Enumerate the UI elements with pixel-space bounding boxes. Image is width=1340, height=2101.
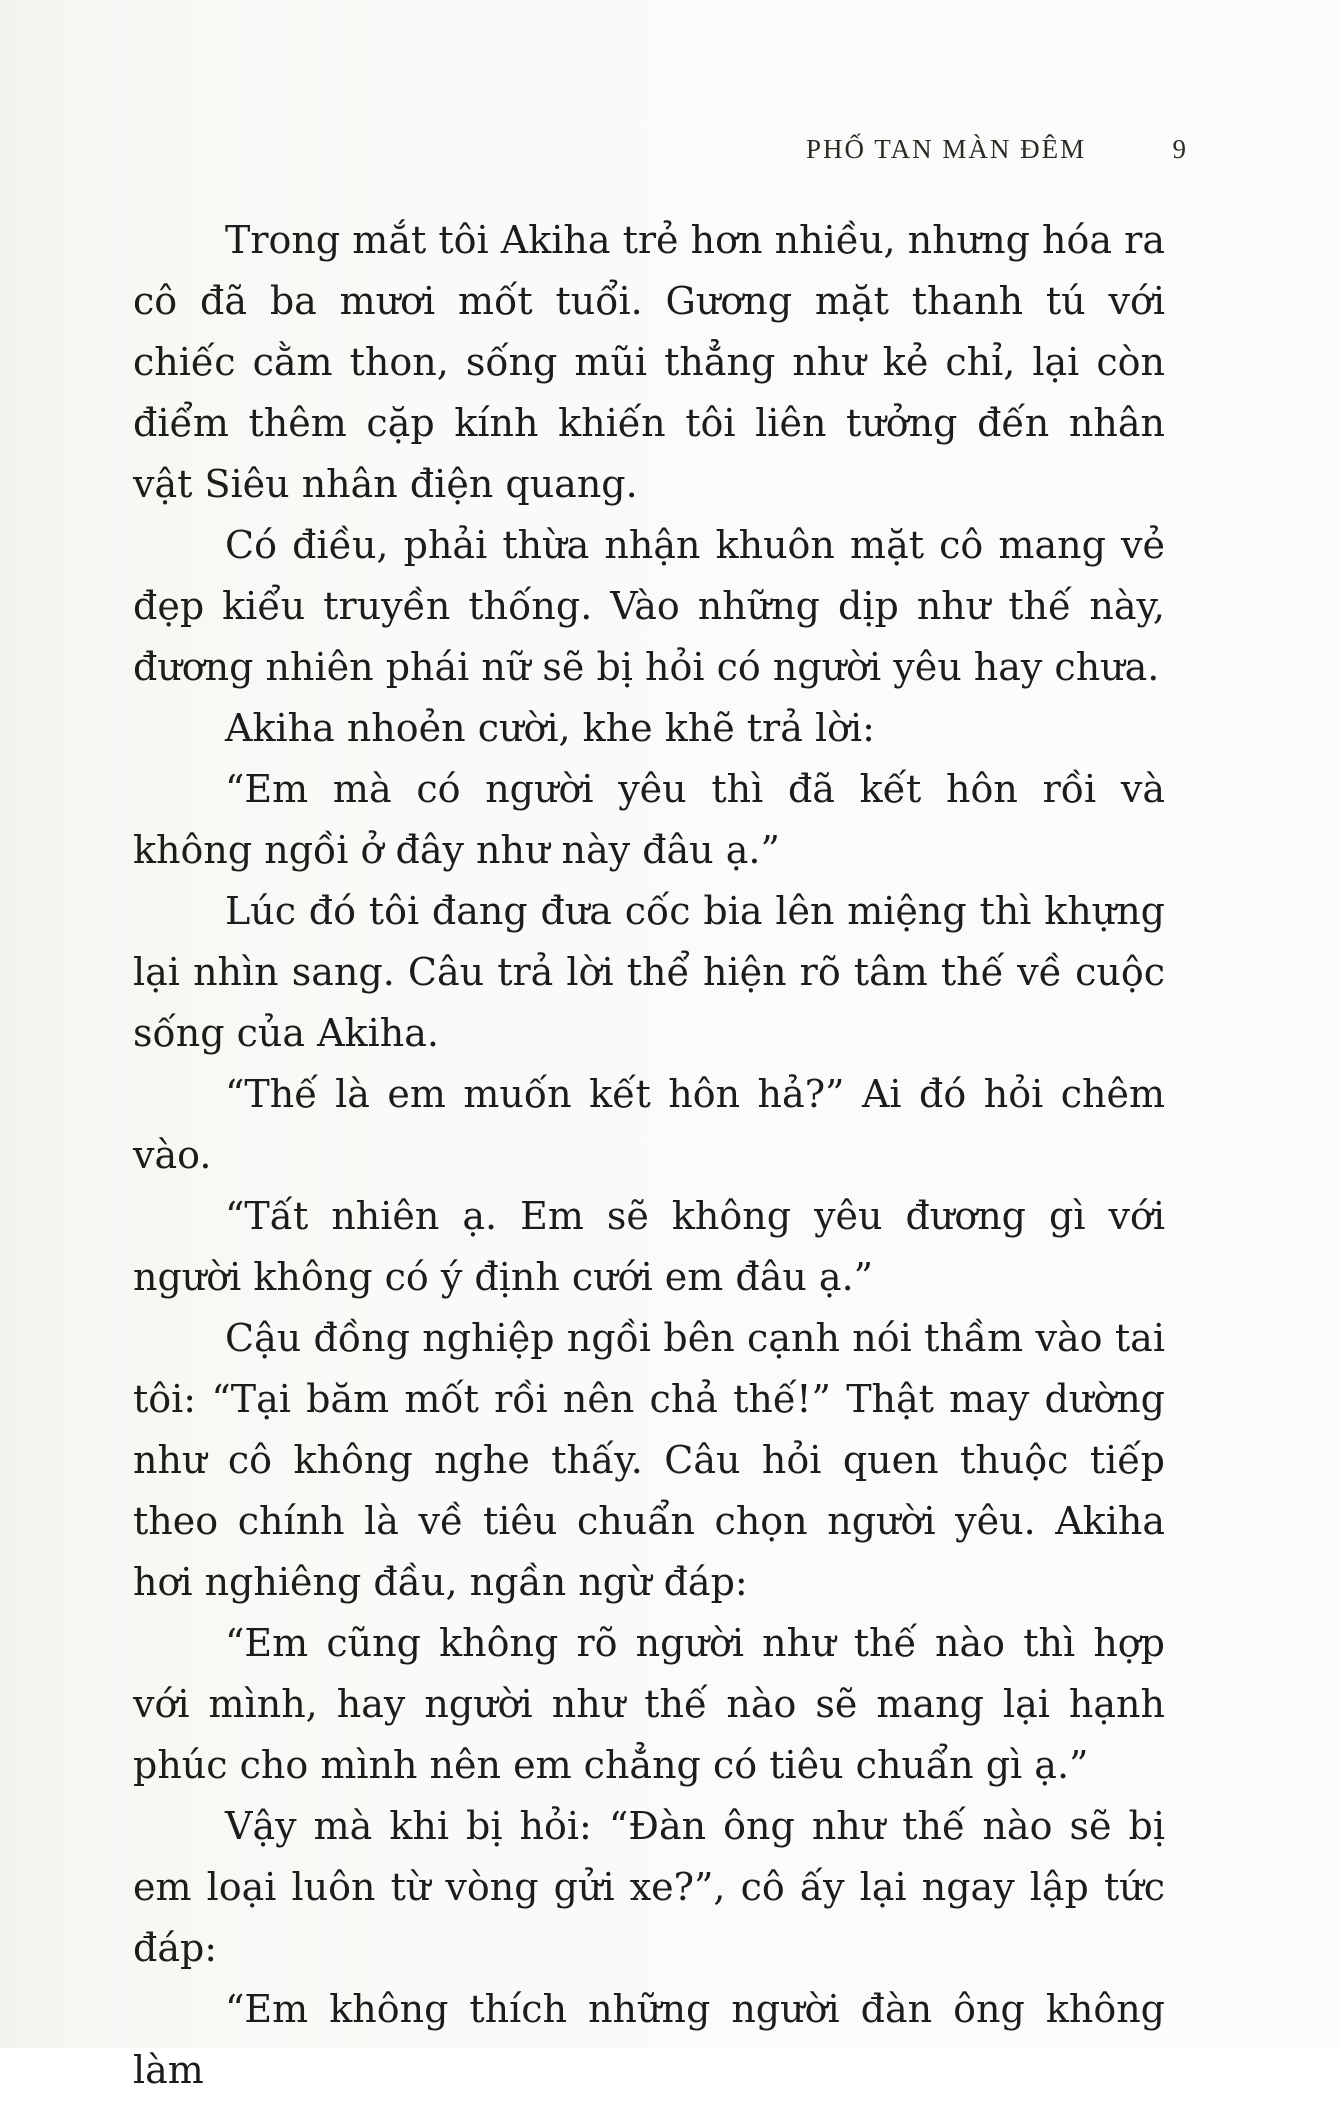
paragraph: “Tất nhiên ạ. Em sẽ không yêu đương gì với người không có ý định cưới em đâu ạ.” — [133, 1194, 1165, 1299]
paragraph: “Em mà có người yêu thì đã kết hôn rồi và không ngồi ở đây như này đâu ạ.” — [133, 767, 1165, 872]
book-title: PHỐ TAN MÀN ĐÊM — [806, 134, 1087, 164]
paragraph: Lúc đó tôi đang đưa cốc bia lên miệng thì khựng lại nhìn sang. Câu trả lời thể hiện rõ tâm thế về cuộc sống của Akiha. — [133, 889, 1165, 1055]
text-body — [133, 210, 1165, 2101]
paragraph: Có điều, phải thừa nhận khuôn mặt cô mang vẻ đẹp kiểu truyền thống. Vào những dịp như thế này, đương nhiên phái nữ sẽ bị hỏi có người yêu hay chưa. — [133, 523, 1165, 689]
paragraph: Cậu đồng nghiệp ngồi bên cạnh nói thầm vào tai tôi: “Tại băm mốt rồi nên chả thế!” Thật may dường như cô không nghe thấy. Câu hỏi quen thuộc tiếp theo chính là về tiêu chuẩn chọn người yêu. Akiha hơi nghiêng đầu, ngần ngừ đáp: — [133, 1316, 1165, 1604]
paragraph: Vậy mà khi bị hỏi: “Đàn ông như thế nào sẽ bị em loại luôn từ vòng gửi xe?”, cô ấy lại ngay lập tức đáp: — [133, 1804, 1165, 1970]
paragraph: “Em cũng không rõ người như thế nào thì hợp với mình, hay người như thế nào sẽ mang lại hạnh phúc cho mình nên em chẳng có tiêu chuẩn gì ạ.” — [133, 1621, 1165, 1787]
paragraph: Akiha nhoẻn cười, khe khẽ trả lời: — [225, 706, 875, 750]
paragraph: Trong mắt tôi Akiha trẻ hơn nhiều, nhưng hóa ra cô đã ba mươi mốt tuổi. Gương mặt thanh tú với chiếc cằm thon, sống mũi thẳng như kẻ chỉ, lại còn điểm thêm cặp kính khiến tôi liên tưởng đến nhân vật Siêu nhân điện quang. — [133, 218, 1165, 506]
paragraph: “Thế là em muốn kết hôn hả?” Ai đó hỏi chêm vào. — [133, 1072, 1165, 1177]
page-number: 9 — [1172, 134, 1186, 164]
paragraph: “Em không thích những người đàn ông không làm — [133, 1987, 1165, 2092]
running-header — [806, 134, 1186, 165]
